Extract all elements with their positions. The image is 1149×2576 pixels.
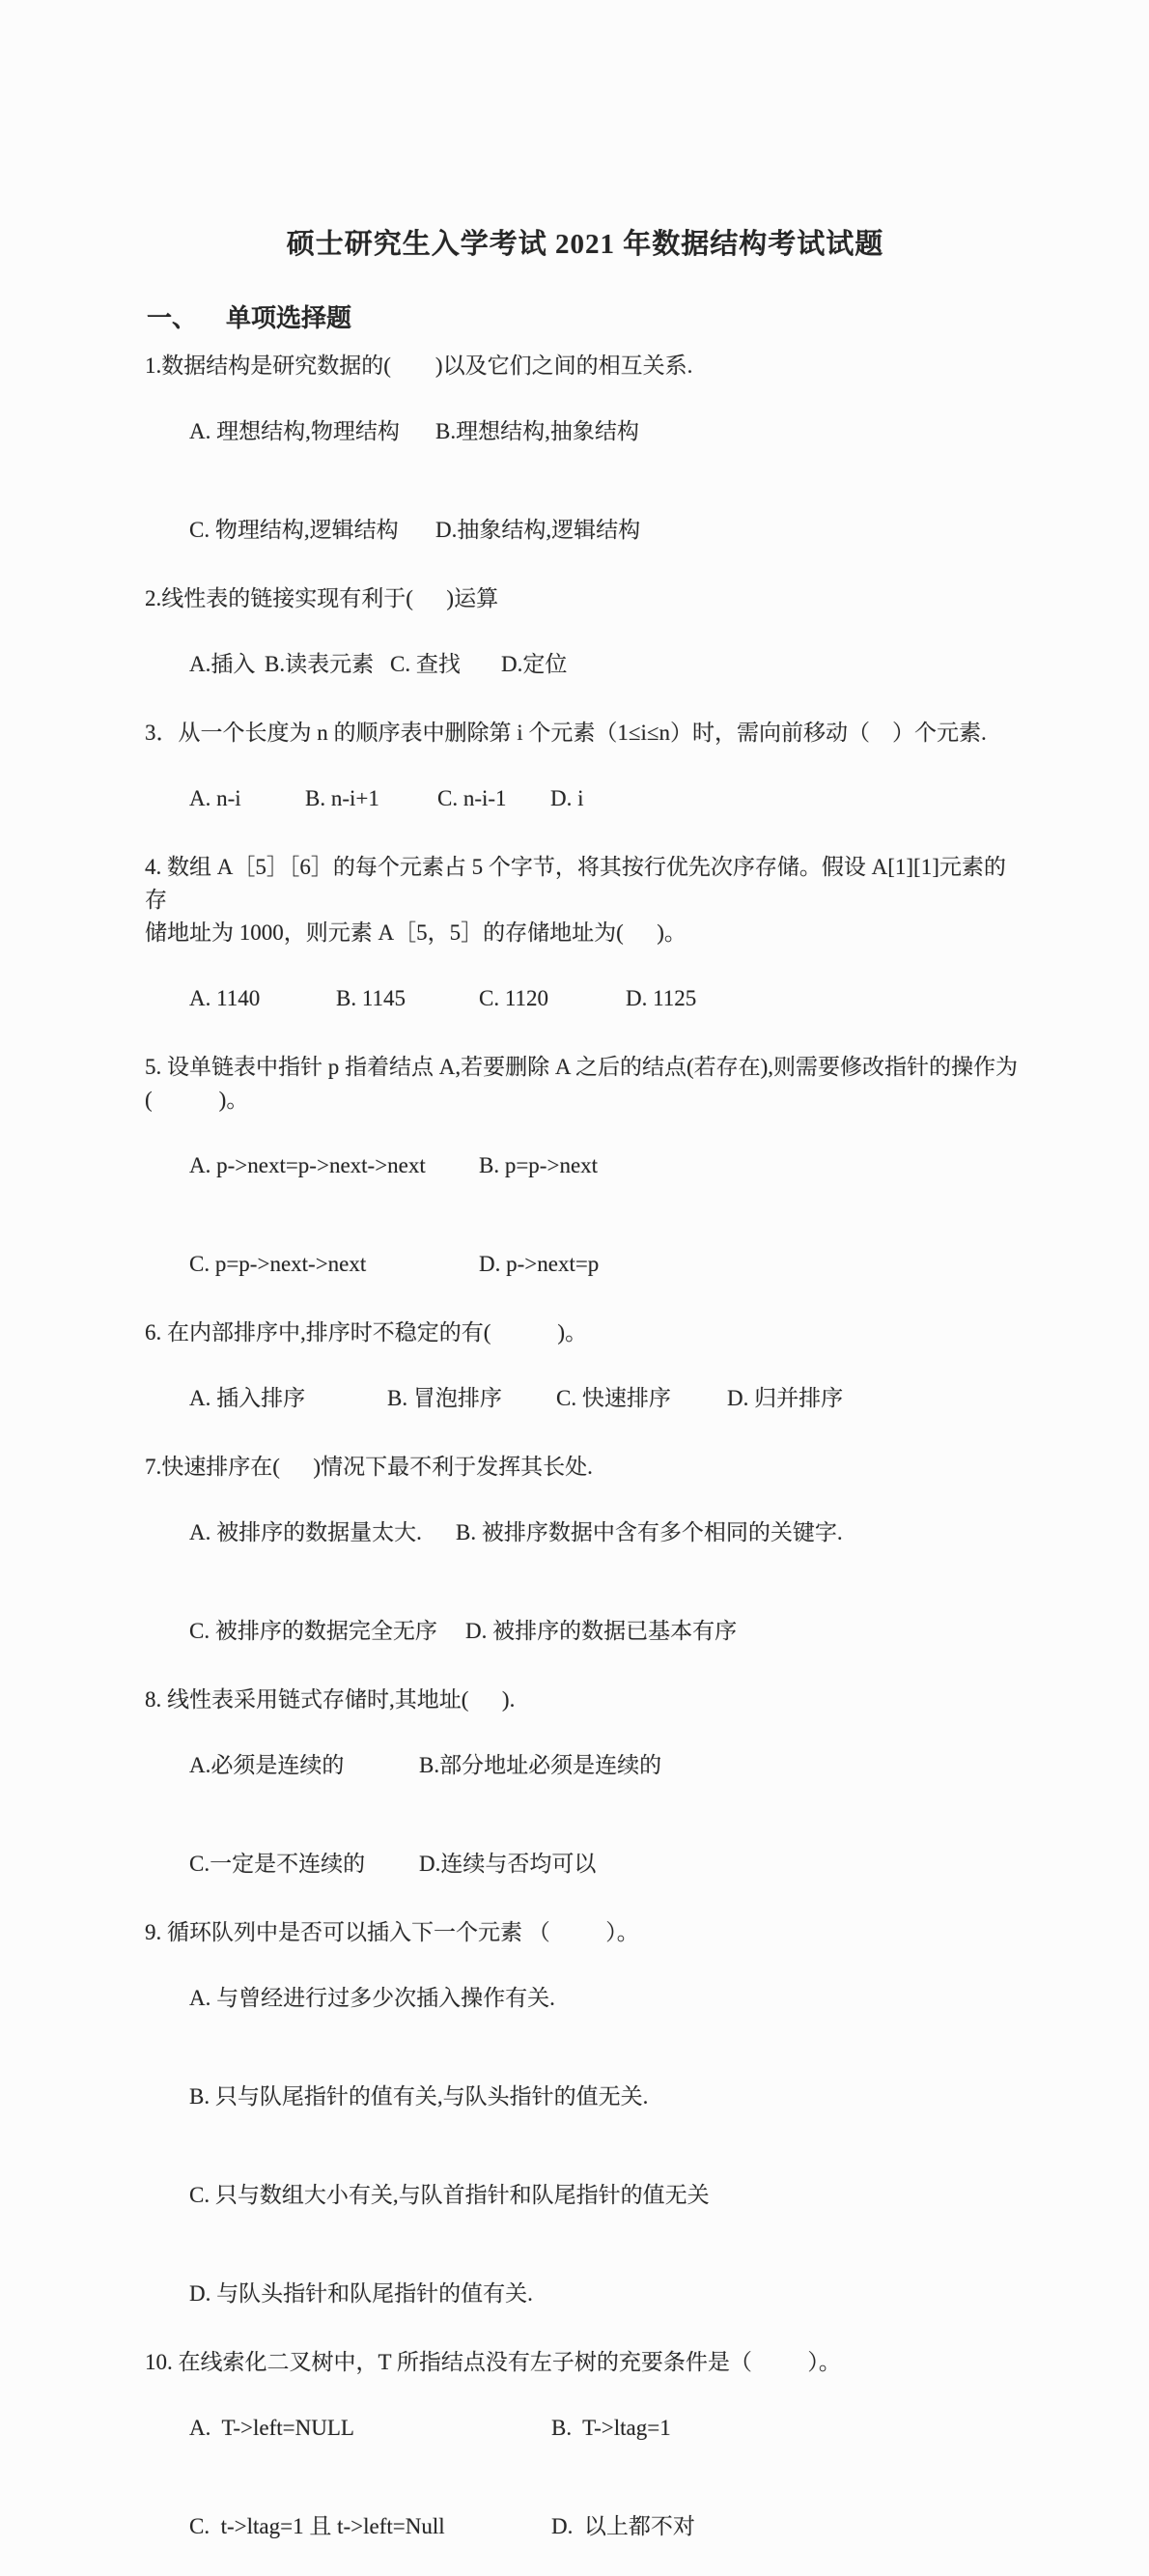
question-1-options-row-1 [145,382,1025,481]
question-9-option-d [145,2245,1025,2343]
question-2 [145,582,1025,714]
option-10a: A. T->left=NULL [189,2416,354,2440]
option-6a: A. 插入排序 [189,1386,306,1410]
question-3 [145,717,1025,848]
document-title: 硕士研究生入学考试 2021 年数据结构考试试题 [286,229,884,260]
option-2d: D.定位 [501,652,568,676]
option-3c: C. n-i-1 [437,786,507,810]
question-1-stem: 1.数据结构是研究数据的( )以及它们之间的相互关系. [145,354,693,378]
option-6c: C. 快速排序 [556,1386,671,1410]
option-6b: B. 冒泡排序 [387,1386,502,1410]
option-10d: D. 以上都不对 [551,2514,695,2538]
question-5 [145,1051,1025,1314]
option-8b: B.部分地址必须是连续的 [419,1753,662,1777]
question-9-option-b [145,2048,1025,2146]
question-7-options-row-2 [145,1582,1025,1681]
option-1b: B.理想结构,抽象结构 [435,419,639,443]
option-2c: C. 查找 [390,652,461,676]
question-5-stem-line-2: ( )。 [145,1088,249,1112]
question-6-stem: 6. 在内部排序中,排序时不稳定的有( )。 [145,1320,588,1345]
question-2-stem: 2.线性表的链接实现有利于( )运算 [145,586,499,610]
option-7c: C. 被排序的数据完全无序 [189,1619,437,1643]
option-8a: A.必须是连续的 [189,1753,345,1777]
option-7d: D. 被排序的数据已基本有序 [465,1619,738,1643]
question-7-options-row-1 [145,1484,1025,1582]
questions-list [145,350,1025,2576]
option-3a: A. n-i [189,786,241,810]
question-4-stem-line-1: 4. 数组 A［5］［6］的每个元素占 5 个字节，将其按行优先次序存储。假设 A[1][1]元素的存 [145,855,1006,912]
option-5a: A. p->next=p->next->next [189,1153,426,1177]
question-10-options-row-1 [145,2379,1025,2477]
question-7 [145,1451,1025,1681]
question-5-options-row-1 [145,1117,1025,1215]
option-3d: D. i [550,786,584,810]
question-5-options-row-2 [145,1215,1025,1314]
question-9-stem: 9. 循环队列中是否可以插入下一个元素 （ ）。 [145,1920,639,1944]
option-4d: D. 1125 [626,986,697,1010]
question-8 [145,1684,1025,1913]
option-8c: C.一定是不连续的 [189,1852,366,1876]
option-10b: B. T->ltag=1 [551,2416,671,2440]
option-3b: B. n-i+1 [305,786,379,810]
option-5b: B. p=p->next [479,1153,599,1177]
option-5c: C. p=p->next->next [189,1252,367,1276]
question-8-options-row-2 [145,1815,1025,1913]
option-10c: C. t->ltag=1 且 t->left=Null [189,2514,445,2538]
option-2a: A.插入 [189,652,256,676]
option-7a: A. 被排序的数据量太大. [189,1520,422,1544]
option-2b: B.读表元素 [265,652,375,676]
option-9d: D. 与队头指针和队尾指针的值有关. [189,2281,533,2306]
question-4-stem-line-2: 储地址为 1000，则元素 A［5，5］的存储地址为( )。 [145,920,687,945]
question-8-options-row-1 [145,1716,1025,1815]
question-1-options-row-2 [145,481,1025,580]
option-6d: D. 归并排序 [727,1386,844,1410]
question-9-option-c [145,2146,1025,2245]
option-1c: C. 物理结构,逻辑结构 [189,518,399,542]
question-6 [145,1316,1025,1448]
question-10-stem: 10. 在线索化二叉树中，T 所指结点没有左子树的充要条件是（ ）。 [145,2350,841,2374]
option-1a: A. 理想结构,物理结构 [189,419,400,443]
question-7-stem: 7.快速排序在( )情况下最不利于发挥其长处. [145,1455,593,1479]
option-9c: C. 只与数组大小有关,与队首指针和队尾指针的值无关 [189,2183,710,2207]
option-1d: D.抽象结构,逻辑结构 [435,518,641,542]
question-1 [145,350,1025,580]
section-number: 一、 [147,304,198,332]
option-4c: C. 1120 [479,986,548,1010]
option-9a: A. 与曾经进行过多少次插入操作有关. [189,1986,555,2010]
question-6-options-row-1 [145,1349,1025,1448]
question-9 [145,1916,1025,2343]
option-4a: A. 1140 [189,986,261,1010]
question-10-options-row-2 [145,2477,1025,2576]
section-title: 单项选择题 [226,304,352,332]
question-10 [145,2346,1025,2576]
option-9b: B. 只与队尾指针的值有关,与队头指针的值无关. [189,2084,649,2109]
option-5d: D. p->next=p [479,1252,600,1276]
section-heading [147,298,1025,334]
question-8-stem: 8. 线性表采用链式存储时,其地址( ). [145,1687,516,1712]
option-8d: D.连续与否均可以 [419,1852,597,1876]
question-2-options-row-1 [145,615,1025,714]
question-5-stem-line-1: 5. 设单链表中指针 p 指着结点 A,若要删除 A 之后的结点(若存在),则需要修改指针的操作为 [145,1055,1019,1079]
question-3-stem: 3．从一个长度为 n 的顺序表中删除第 i 个元素（1≤i≤n）时，需向前移动（ ）个元素. [145,721,987,745]
question-4 [145,851,1025,1048]
question-3-options-row-1 [145,750,1025,848]
option-4b: B. 1145 [336,986,406,1010]
question-9-option-a [145,1949,1025,2048]
option-7b: B. 被排序数据中含有多个相同的关键字. [456,1520,843,1544]
question-4-options-row-1 [145,949,1025,1048]
